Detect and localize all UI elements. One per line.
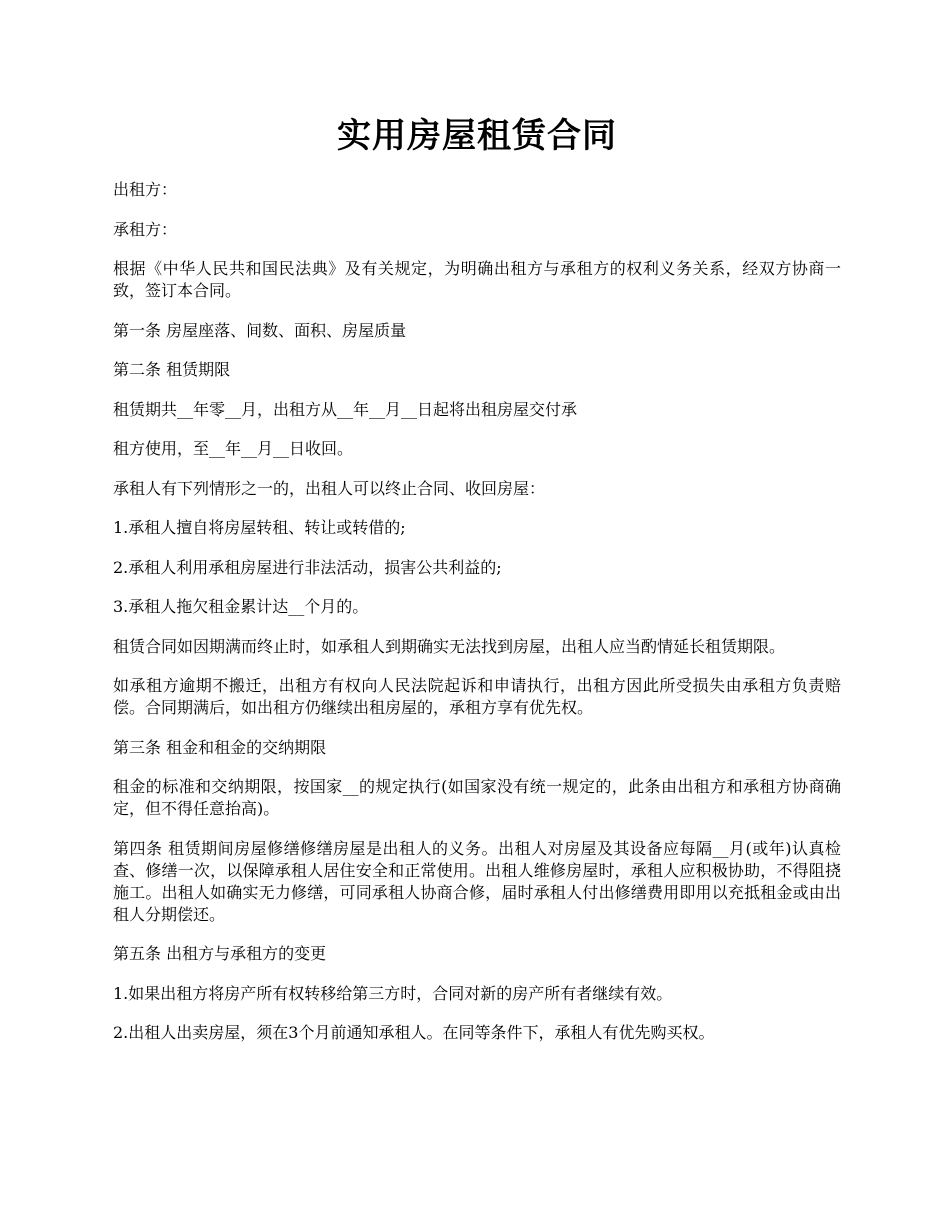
- document-title: 实用房屋租赁合同: [337, 116, 617, 156]
- paragraph-rent-standard: 租金的标准和交纳期限，按国家__的规定执行(如国家没有统一规定的，此条由出租方和承租方协商确定，但不得任意抬高)。: [113, 777, 841, 818]
- article-1-heading: 第一条 房屋座落、间数、面积、房屋质量: [113, 320, 407, 340]
- paragraph-termination-intro: 承租人有下列情形之一的，出租人可以终止合同、收回房屋：: [113, 478, 546, 498]
- article-2-heading: 第二条 租赁期限: [113, 360, 231, 379]
- document-body: [113, 179, 841, 1062]
- paragraph-preamble: 根据《中华人民共和国民法典》及有关规定，为明确出租方与承租方的权利义务关系，经双方协商一致，签订本合同。: [113, 259, 841, 300]
- paragraph-lease-return: 租方使用，至__年__月__日收回。: [113, 439, 354, 458]
- paragraph-lease-term: 租赁期共__年零__月，出租方从__年__月__日起将出租房屋交付承: [113, 399, 578, 419]
- article-5-heading: 第五条 出租方与承租方的变更: [113, 944, 327, 963]
- list-item-sublease: 1.承租人擅自将房屋转租、转让或转借的;: [113, 518, 406, 537]
- article-3-heading: 第三条 租金和租金的交纳期限: [113, 737, 327, 757]
- paragraph-overstay: 如承租方逾期不搬迁，出租方有权向人民法院起诉和申请执行，出租方因此所受损失由承租方负责赔偿。合同期满后，如出租方仍继续出租房屋的，承租方享有优先权。: [113, 676, 841, 717]
- paragraph-expiry-extension: 租赁合同如因期满而终止时，如承租人到期确实无法找到房屋，出租人应当酌情延长租赁期限。: [113, 636, 786, 656]
- list-item-sale-notice: 2.出租人出卖房屋，须在3个月前通知承租人。在同等条件下，承租人有优先购买权。: [113, 1023, 715, 1042]
- list-item-arrears: 3.承租人拖欠租金累计达__个月的。: [113, 597, 369, 616]
- paragraph-lessee: 承租方：: [113, 219, 178, 239]
- paragraph-lessor: 出租方：: [113, 180, 178, 199]
- list-item-ownership-transfer: 1.如果出租方将房产所有权转移给第三方时，合同对新的房产所有者继续有效。: [113, 983, 673, 1003]
- article-4-repairs: 第四条 租赁期间房屋修缮修缮房屋是出租人的义务。出租人对房屋及其设备应每隔__月(或年)认真检查、修缮一次，以保障承租人居住安全和正常使用。出租人维修房屋时，承租人应积极协助，不得阻挠施工。出租人如确实无力修缮，可同承租人协商合修，届时承租人付出修缮费用即用以充抵租金或由出租人分期偿还。: [113, 838, 841, 924]
- list-item-illegal-use: 2.承租人利用承租房屋进行非法活动，损害公共利益的;: [113, 557, 502, 577]
